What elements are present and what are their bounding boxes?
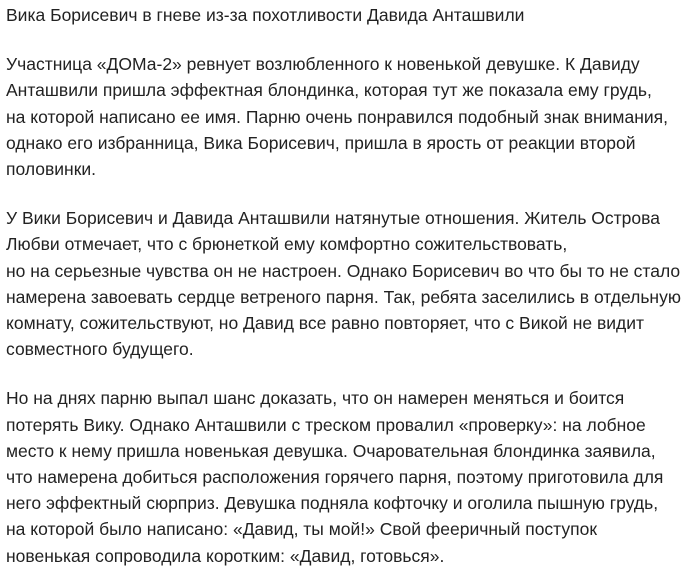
paragraph-line: половинки. <box>6 159 96 180</box>
paragraph-1 <box>6 51 696 182</box>
article <box>6 0 696 569</box>
paragraph-line: но на серьезные чувства он не настроен. Однако Борисевич во что бы то не стало <box>6 260 681 281</box>
paragraph-line: него эффектный сюрприз. Девушка подняла кофточку и оголила пышную грудь, <box>6 493 659 514</box>
paragraph-line: Любви отмечает, что с брюнеткой ему комфортно сожительствовать, <box>6 234 568 255</box>
paragraph-line: на которой было написано: «Давид, ты мой!» Свой фееричный поступок <box>6 519 598 540</box>
paragraph-line: новенькая сопроводила коротким: «Давид, готовься». <box>6 545 445 566</box>
paragraph-line: место к нему пришла новенькая девушка. Очаровательная блондинка заявила, <box>6 440 656 461</box>
article-title: Вика Борисевич в гневе из-за похотливости Давида Анташвили <box>6 5 525 25</box>
paragraph-line: Анташвили пришла эффектная блондинка, которая тут же показала ему грудь, <box>6 80 652 101</box>
paragraph-line: Но на днях парню выпал шанс доказать, что он намерен меняться и боится <box>6 388 625 409</box>
paragraph-line: совместного будущего. <box>6 339 194 360</box>
paragraph-3 <box>6 385 696 568</box>
paragraph-line: что намерена добиться расположения горячего парня, поэтому приготовила для <box>6 467 664 488</box>
paragraph-line: на которой написано ее имя. Парню очень понравился подобный знак внимания, <box>6 106 668 127</box>
paragraph-line: потерять Вику. Однако Анташвили с треском провалил «проверку»: на лобное <box>6 414 646 435</box>
paragraph-line: У Вики Борисевич и Давида Анташвили натянутые отношения. Житель Острова <box>6 208 660 229</box>
paragraph-line: Участница «ДОМа-2» ревнует возлюбленного к новенькой девушке. К Давиду <box>6 54 640 75</box>
paragraph-line: однако его избранница, Вика Борисевич, пришла в ярость от реакции второй <box>6 132 636 153</box>
paragraph-line: комнату, сожительствуют, но Давид все равно повторяет, что с Викой не видит <box>6 313 645 334</box>
paragraph-line: намерена завоевать сердце ветреного парня. Так, ребята заселились в отдельную <box>6 286 681 307</box>
paragraph-2 <box>6 205 696 362</box>
